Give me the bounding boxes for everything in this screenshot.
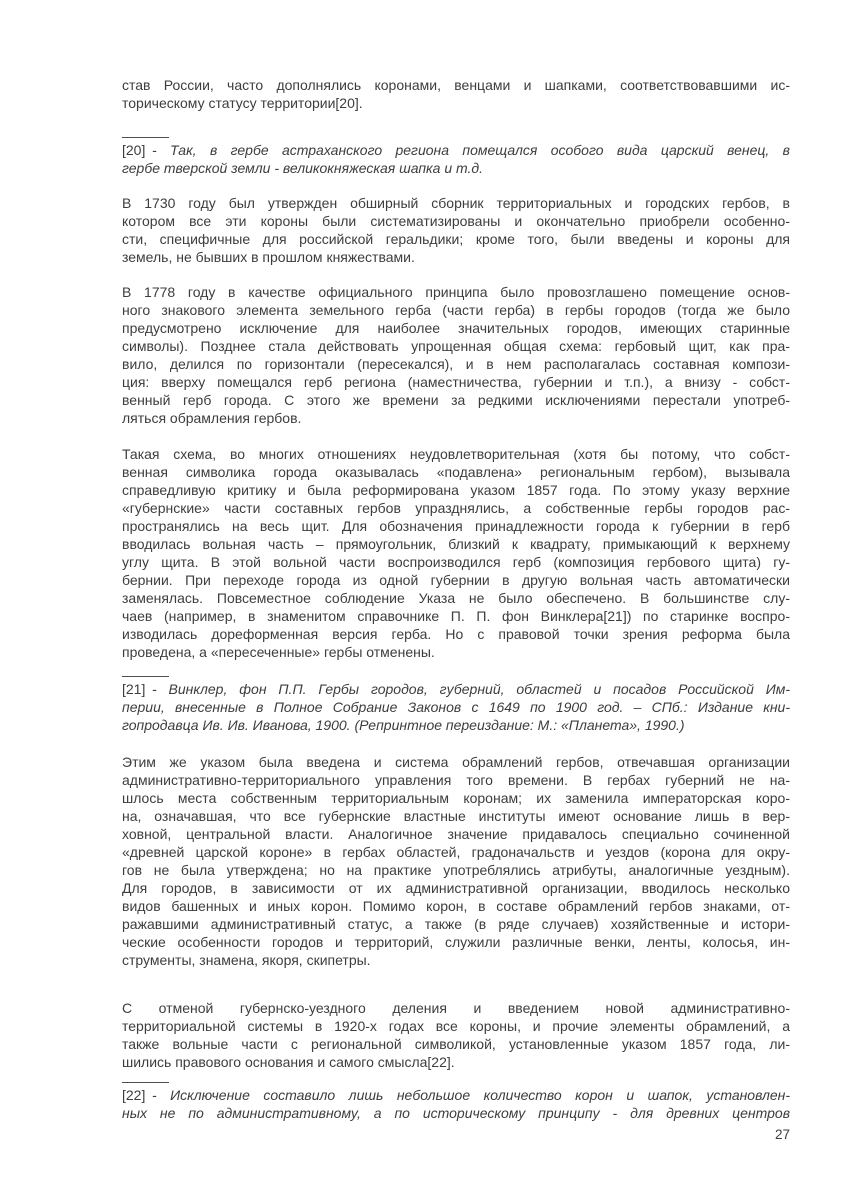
footnote-20-marker: [20] xyxy=(122,142,146,158)
footnote-separator xyxy=(122,137,169,138)
footnote-22-text: - Исключение составило лишь небольшое количество корон и шапок, установлен- ных не по административному, а по историческому принципу - для древних центров xyxy=(122,1087,790,1121)
footnote-22 xyxy=(122,1086,790,1122)
paragraph-framings-system: Этим же указом была введена и система обрамлений гербов, отвечавшая организации административно-территориального управления того времени. В гербах губерний не на- шлось места собственным территориальным коронам; их заменила императорская коро- на, означавшая, что все губернские властные институты имеют основание лишь в вер- ховной, центральной власти. Аналогичное значение придавалось специально сочиненной «древней царской короне» в гербах областей, градоначальств и уездов (корона для окру- гов не была утверждена; но на практике употреблялись атрибуты, аналогичные уездным). Для городов, в зависимости от их административной организации, вводилось несколько видов башенных и иных корон. Помимо корон, в составе обрамлений гербов знаками, от- ражавшими административный статус, а также (в ряде случаев) хозяйственные и истори- ческие особенности городов и территорий, служили различные венки, ленты, колосья, ин- струменты, знамена, якоря, скипетры. xyxy=(122,754,790,968)
paragraph-1857-reform: Такая схема, во многих отношениях неудовлетворительная (хотя бы потому, что собст- венная символика города оказывалась «подавлена» региональным гербом), вызывала справедливую критику и была реформирована указом 1857 года. По этому указу верхние «губернские» части составных гербов упразднялись, а собственные гербы городов рас- пространялись на весь щит. Для обозначения принадлежности города к губернии в герб вводилась вольная часть – прямоугольник, близкий к квадрату, примыкающий к верхнему углу щита. В этой вольной части воспроизводился герб (композиция гербового щита) гу- бернии. При переходе города из одной губернии в другую вольная часть автоматически заменялась. Повсеместное соблюдение Указа не было обеспечено. В большинстве слу- чаев (например, в знаменитом справочнике П. П. фон Винклера[21]) по старинке воспро- изводилась дореформенная версия герба. Но с правовой точки зрения реформа была проведена, а «пересеченные» гербы отменены. xyxy=(122,446,790,660)
footnote-20 xyxy=(122,141,790,177)
footnote-21 xyxy=(122,680,790,734)
footnote-22-marker: [22] xyxy=(122,1087,146,1103)
paragraph-1778-principle: В 1778 году в качестве официального принципа было провозглашено помещение основ- ного знакового элемента земельного герба (части герба) в гербы городов (тогда же было предусмотрено исключение для наиболее значительных городов, имеющих старинные символы). Позднее стала действовать упрощенная общая схема: гербовый щит, как пра- вило, делился по горизонтали (пересекался), и в нем располагалась составная компози- ция: вверху помещался герб региона (наместничества, губернии и т.п.), а внизу - собст- венный герб города. С этого же времени за редкими исключениями перестали употреб- ляться обрамления гербов. xyxy=(122,284,790,426)
footnote-separator xyxy=(122,676,169,677)
footnote-20-text: - Так, в гербе астраханского региона помещался особого вида царский венец, в гербе тверской земли - великокняжеская шапка и т.д. xyxy=(122,142,790,176)
footnote-separator xyxy=(122,1082,169,1083)
page-number: 27 xyxy=(774,1127,790,1142)
paragraph-1920s-abolition: С отменой губернско-уездного деления и введением новой административно- территориальной системы в 1920-х годах все короны, и прочие элементы обрамлений, а также вольные части с региональной символикой, установленные указом 1857 года, ли- шились правового основания и самого смысла[22]. xyxy=(122,1000,790,1070)
paragraph-1730-compendium: В 1730 году был утвержден обширный сборник территориальных и городских гербов, в котором все эти короны были систематизированы и окончательно приобрели особенно- сти, специфичные для российской геральдики; кроме того, были введены и короны для земель, не бывших в прошлом княжествами. xyxy=(122,195,790,265)
footnote-21-text: - Винклер, фон П.П. Гербы городов, губерний, областей и посадов Российской Им- перии, внесенные в Полное Собрание Законов с 1649 по 1900 год. – СПб.: Издание кни- гопродавца Ив. Ив. Иванова, 1900. (Репринтное переиздание: М.: «Планета», 1990.) xyxy=(122,681,790,733)
paragraph-crowns-intro: став России, часто дополнялись коронами, венцами и шапками, соответствовавшими ис- торическому статусу территории[20]. xyxy=(122,77,790,111)
footnote-21-marker: [21] xyxy=(122,681,146,697)
